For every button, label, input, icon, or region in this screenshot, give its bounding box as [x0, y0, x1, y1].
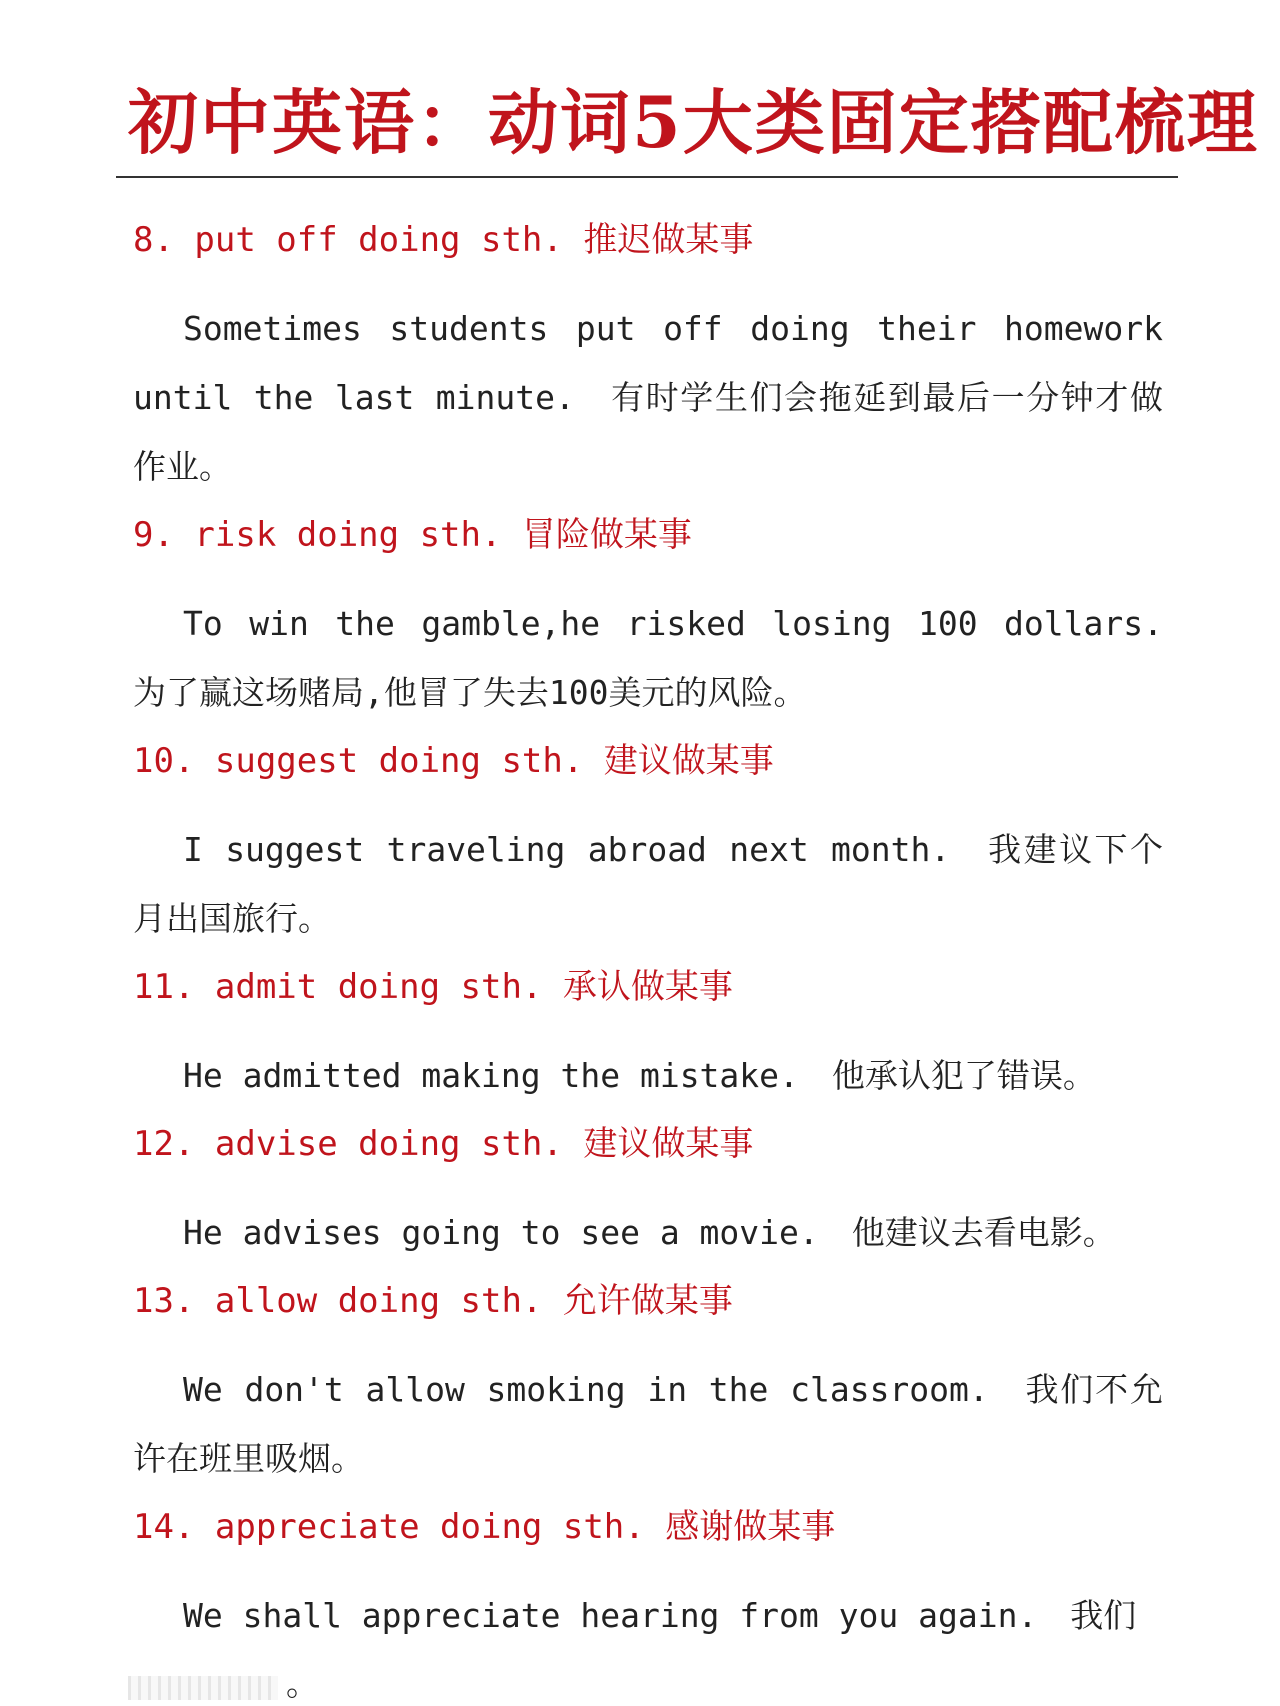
blurred-text-strip — [128, 1676, 278, 1700]
entry-example-14: We shall appreciate hearing from you again. 我们 — [183, 1596, 1137, 1635]
entry-heading-8: 8. put off doing sth. 推迟做某事 — [133, 220, 754, 260]
entry-heading-9: 9. risk doing sth. 冒险做某事 — [133, 515, 692, 555]
trailing-fragment: 。 — [286, 1664, 319, 1703]
entry-example-12: He advises going to see a movie. 他建议去看电影。 — [183, 1213, 1116, 1252]
entry-heading-11: 11. admit doing sth. 承认做某事 — [133, 967, 733, 1007]
entry-list — [133, 206, 1163, 1650]
entry-heading-13: 13. allow doing sth. 允许做某事 — [133, 1281, 733, 1321]
entry-example-9: To win the gamble,he risked losing 100 dollars. 为了赢这场赌局,他冒了失去100美元的风险。 — [133, 604, 1163, 712]
entry-example-8: Sometimes students put off doing their homework until the last minute. 有时学生们会拖延到最后一分钟才做作业。 — [133, 309, 1163, 486]
entry-example-10: I suggest traveling abroad next month. 我建议下个月出国旅行。 — [133, 830, 1163, 938]
page-title: 初中英语：动词5大类固定搭配梳理 — [128, 81, 1259, 164]
entry-example-13: We don't allow smoking in the classroom. 我们不允许在班里吸烟。 — [133, 1370, 1163, 1478]
entry-example-11: He admitted making the mistake. 他承认犯了错误。 — [183, 1056, 1096, 1095]
entry-heading-14: 14. appreciate doing sth. 感谢做某事 — [133, 1507, 836, 1547]
title-divider — [116, 176, 1178, 178]
entry-heading-10: 10. suggest doing sth. 建议做某事 — [133, 741, 774, 781]
entry-heading-12: 12. advise doing sth. 建议做某事 — [133, 1124, 754, 1164]
